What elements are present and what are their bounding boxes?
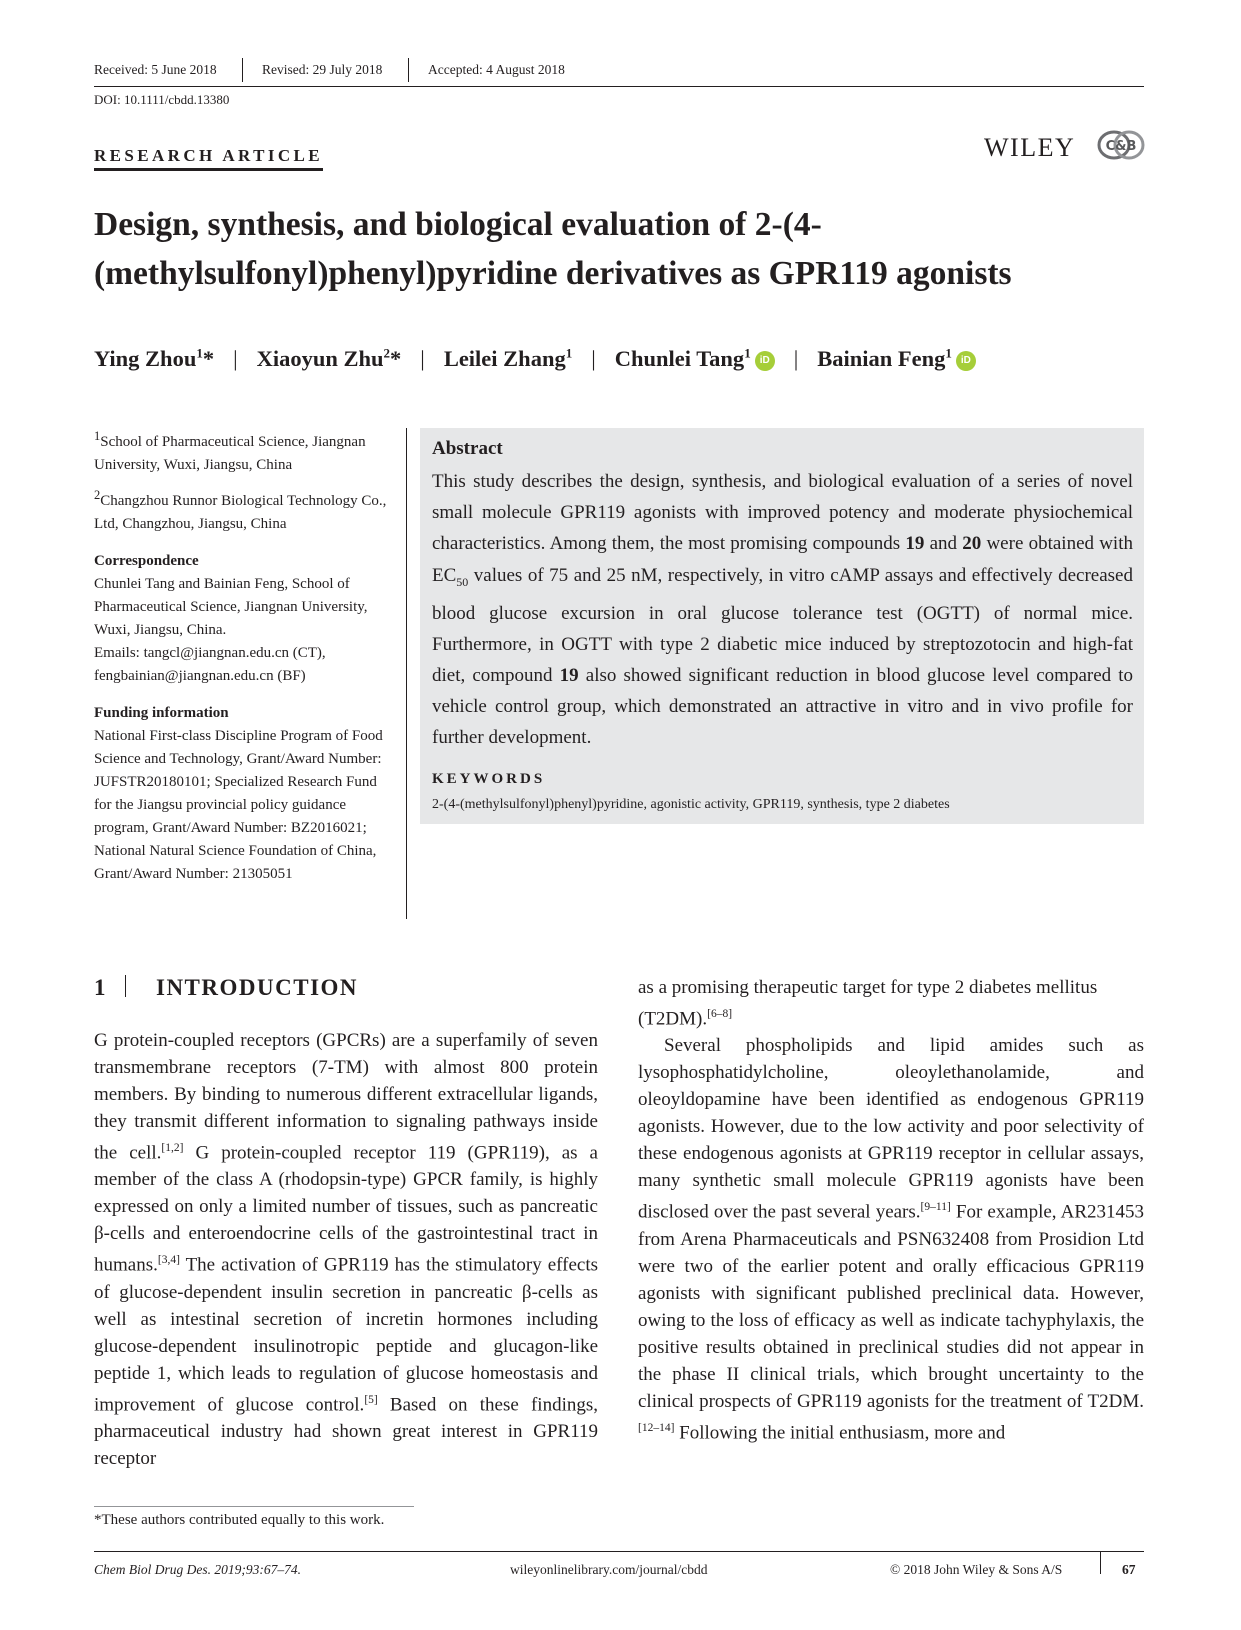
journal-url[interactable]: wileyonlinelibrary.com/journal/cbdd: [510, 1562, 708, 1577]
divider: [408, 58, 409, 82]
publisher-logo: WILEY: [984, 133, 1076, 162]
title-line-2: (methylsulfonyl)phenyl)pyridine derivatives as GPR119 agonists: [94, 255, 1012, 292]
paragraph: Several phospholipids and lipid amides such as lysophosphatidylcholine, oleoylethanolamide, and oleoyldopamine have been identified as endogenous GPR119 agonists. However, due to the low activity and poor selectivity of these endogenous agonists at GPR119 receptor in cellular assays, many synthetic small molecule GPR119 agonists have been disclosed over the past several years.[9–11] For example, AR231453 from Arena Pharmaceuticals and PSN632408 from Prosidion Ltd were two of the earlier potent and orally efficacious GPR119 agonists with significant published preclinical data. However, owing to the loss of efficacy as well as indicate tachyphylaxis, the positive results obtained in preclinical studies did not appear in the phase II clinical trials, which brought uncertainty to the clinical prospects of GPR119 agonists for the treatment of T2DM.[12–14] Following the initial enthusiasm, more and: [638, 1035, 1144, 1443]
orcid-icon[interactable]: iD: [956, 351, 976, 371]
copyright: © 2018 John Wiley & Sons A/S: [890, 1562, 1063, 1577]
title-line-1: Design, synthesis, and biological evaluation of 2-(4-: [94, 206, 822, 243]
paragraph: as a promising therapeutic target for type 2 diabetes mellitus (T2DM).[6–8]: [638, 977, 1098, 1030]
author-separator: |: [591, 345, 596, 371]
citation-ref[interactable]: [6–8]: [707, 1008, 733, 1020]
keywords-heading: KEYWORDS: [432, 771, 546, 787]
correspondence-heading: Correspondence: [94, 553, 199, 569]
keywords-text: 2-(4-(methylsulfonyl)phenyl)pyridine, agonistic activity, GPR119, synthesis, type 2 diabetes: [432, 797, 950, 812]
body-column-left: [94, 1027, 598, 1472]
journal-citation: Chem Biol Drug Des. 2019;93:67–74.: [94, 1562, 301, 1577]
citation-ref[interactable]: [12–14]: [638, 1421, 675, 1434]
page-number: 67: [1122, 1562, 1136, 1577]
journal-logo-icon: [1096, 129, 1146, 165]
author-separator: |: [793, 345, 799, 371]
page-footer: [94, 1551, 1144, 1582]
author[interactable]: Xiaoyun Zhu$^2$*: [256, 345, 402, 371]
author[interactable]: Chunlei Tang$^1$ iD: [615, 346, 775, 371]
abstract-heading: Abstract: [432, 438, 503, 459]
correspondence-text: Chunlei Tang and Bainian Feng, School of Pharmaceutical Science, Jiangnan University, Wuxi, Jiangsu, China.: [94, 576, 368, 638]
article-title: [94, 200, 1154, 298]
orcid-icon[interactable]: iD: [755, 351, 775, 371]
email-link[interactable]: fengbainian@jiangnan.edu.cn (BF): [94, 668, 306, 684]
author-separator: |: [233, 345, 238, 371]
revised-date: Revised: 29 July 2018: [262, 62, 383, 77]
history-dates: [94, 58, 1144, 87]
received-date: Received: 5 June 2018: [94, 62, 217, 77]
divider: [242, 58, 243, 82]
footnote: *These authors contributed equally to this work.: [94, 1512, 385, 1528]
abstract-text: This study describes the design, synthesis, and biological evaluation of a series of novel small molecule GPR119 agonists with improved potency and moderate physiochemical characteristics. Among them, the most promising compounds 19 and 20 were obtained with $EC_{50}$ values of 75 and 25 nM, respectively, in vitro cAMP assays and effectively decreased blood glucose excursion in oral glucose tolerance test (OGTT) of normal mice. Furthermore, in OGTT with type 2 diabetic mice induced by streptozotocin and high-fat diet, compound 19 also showed significant reduction in blood glucose level compared to vehicle control group, which demonstrated an attractive in vitro and in vivo profile for further development.: [432, 471, 1134, 749]
section-heading: 1 INTRODUCTION: [94, 975, 359, 1000]
author[interactable]: Bainian Feng$^1$ iD: [817, 346, 976, 371]
affiliation-2: $^2$Changzhou Runnor Biological Technology Co., Ltd, Changzhou, Jiangsu, China: [94, 488, 387, 532]
body-column-right: [638, 974, 1144, 1446]
divider: [1100, 1552, 1101, 1574]
citation-ref[interactable]: [3,4]: [157, 1254, 180, 1267]
sidebar-info: [94, 425, 394, 886]
article-type: RESEARCH ARTICLE: [94, 146, 323, 171]
citation-ref[interactable]: [5]: [364, 1393, 378, 1406]
funding-text: National First-class Discipline Program of Food Science and Technology, Grant/Award Number: JUFSTR20180101; Specialized Research Fund for the Jiangsu provincial policy guidance program, Grant/Award Number: BZ2016021; National Natural Science Foundation of China, Grant/Award Number: 21305051: [94, 728, 383, 882]
author[interactable]: Leilei Zhang$^1$: [443, 345, 573, 371]
paragraph: G protein-coupled receptors (GPCRs) are a superfamily of seven transmembrane receptors (7-TM) with almost 800 protein members. By binding to numerous different extracellular ligands, they transmit different information to signaling pathways inside the cell.[1,2] G protein-coupled receptor 119 (GPR119), as a member of the class A (rhodopsin-type) GPCR family, is highly expressed on only a limited number of tissues, such as pancreatic β-cells and enteroendocrine cells of the gastrointestinal tract in humans.[3,4] The activation of GPR119 has the stimulatory effects of glucose-dependent insulin secretion in pancreatic β-cells as well as intestinal secretion of incretin hormones including glucose-dependent insulinotropic peptide and glucagon-like peptide 1, which leads to regulation of glucose homeostasis and improvement of glucose control.[5] Based on these findings, pharmaceutical industry had shown great interest in GPR119 receptor: [94, 1030, 598, 1469]
citation-ref[interactable]: [9–11]: [920, 1201, 951, 1214]
citation-ref[interactable]: [1,2]: [161, 1142, 184, 1154]
accepted-date: Accepted: 4 August 2018: [428, 62, 565, 77]
doi[interactable]: DOI: 10.1111/cbdd.13380: [94, 92, 230, 107]
author[interactable]: Ying Zhou$^1$*: [94, 345, 215, 371]
funding-heading: Funding information: [94, 705, 229, 721]
email-link[interactable]: Emails: tangcl@jiangnan.edu.cn (CT),: [94, 645, 326, 661]
sidebar-divider: [406, 428, 407, 919]
author-separator: |: [420, 345, 425, 371]
affiliation-1: $^1$School of Pharmaceutical Science, Jiangnan University, Wuxi, Jiangsu, China: [94, 429, 366, 473]
journal-logo-text: C&B: [1105, 139, 1137, 154]
author-list: [94, 345, 976, 372]
footnote-divider: [94, 1506, 414, 1507]
